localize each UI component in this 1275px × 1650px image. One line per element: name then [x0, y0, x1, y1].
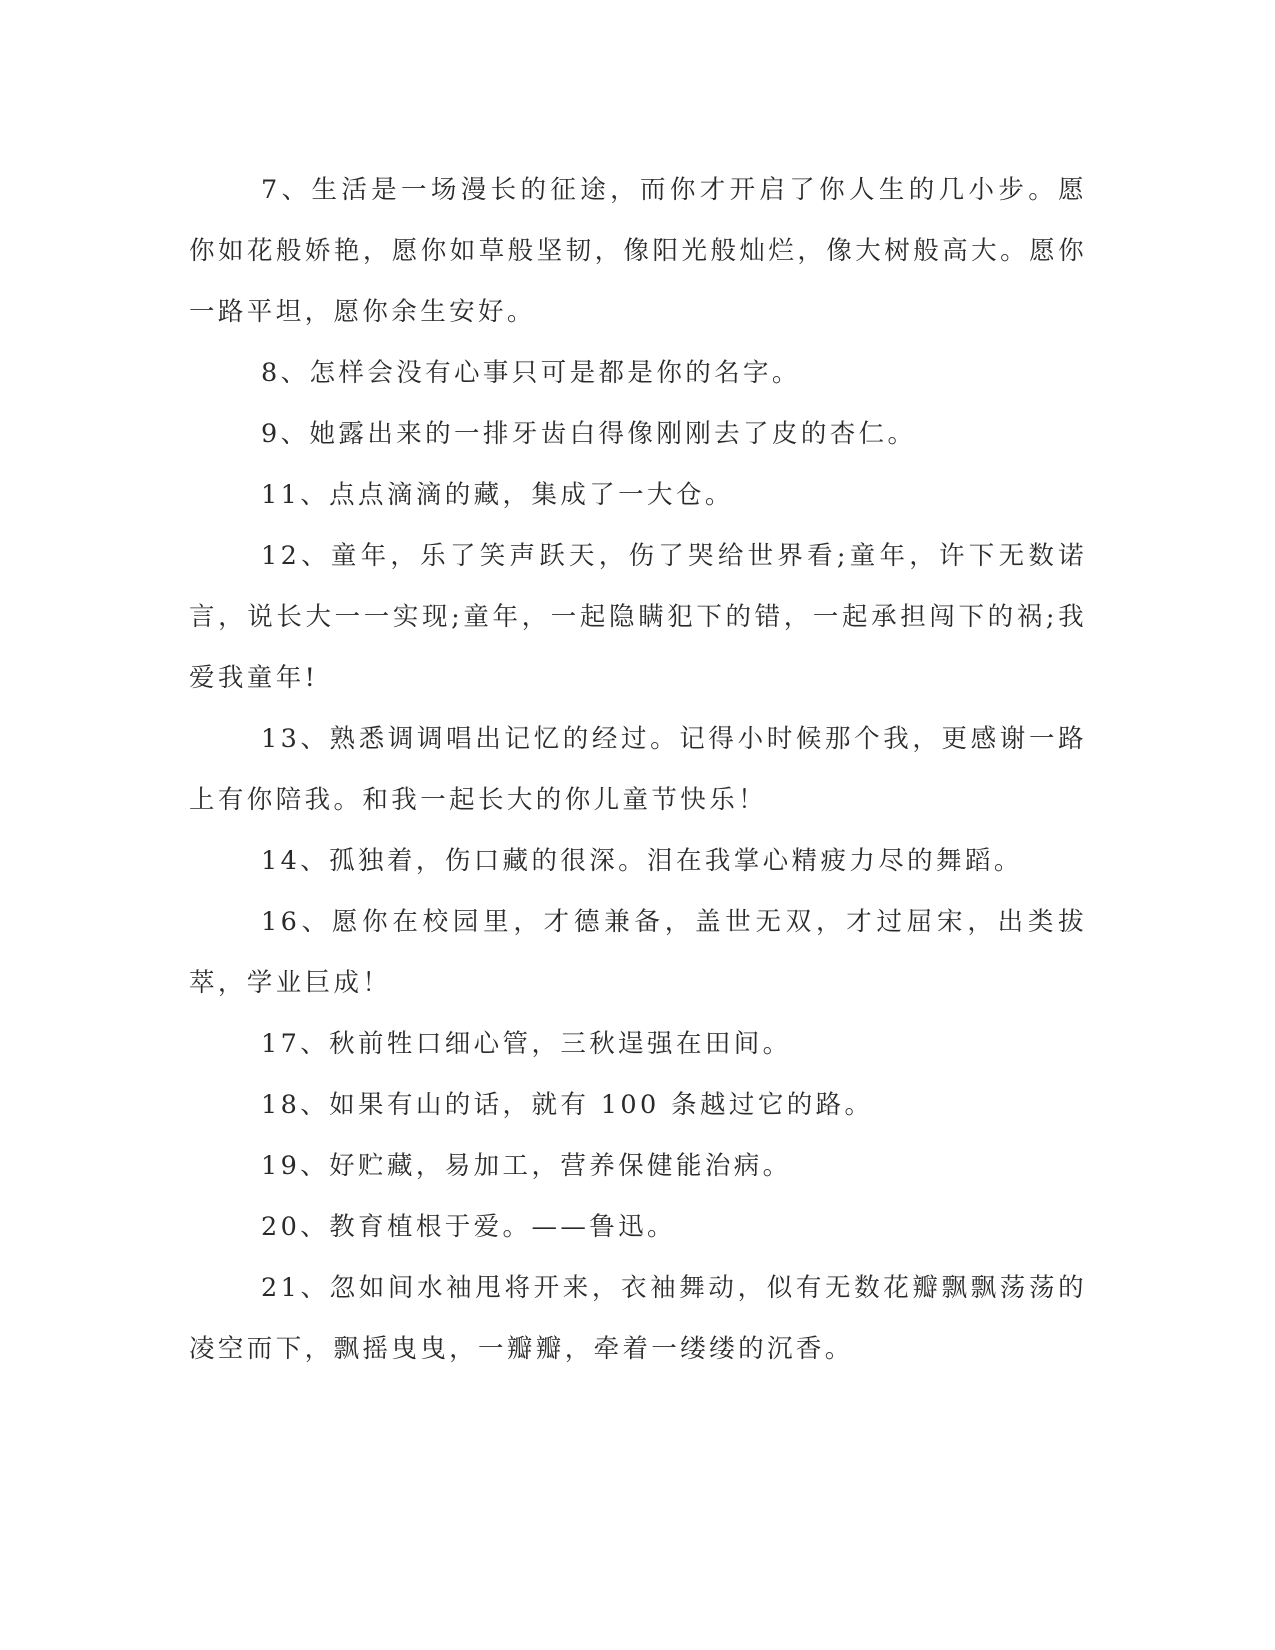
- paragraph-item-21: 21、忽如间水袖甩将开来，衣袖舞动，似有无数花瓣飘飘荡荡的凌空而下，飘摇曳曳，一瓣瓣，牵着一缕缕的沉香。: [189, 1273, 1087, 1364]
- document-body: [189, 160, 1087, 1380]
- paragraph-item-12: 12、童年，乐了笑声跃天，伤了哭给世界看;童年，许下无数诺言，说长大一一实现;童年，一起隐瞒犯下的错，一起承担闯下的祸;我爱我童年!: [189, 541, 1087, 693]
- paragraph-item-20: 20、教育植根于爱。——鲁迅。: [261, 1212, 676, 1242]
- paragraph-item-13: 13、熟悉调调唱出记忆的经过。记得小时候那个我，更感谢一路上有你陪我。和我一起长大的你儿童节快乐！: [189, 724, 1087, 815]
- paragraph-item-7: 7、生活是一场漫长的征途，而你才开启了你人生的几小步。愿你如花般娇艳，愿你如草般坚韧，像阳光般灿烂，像大树般高大。愿你一路平坦，愿你余生安好。: [189, 175, 1087, 327]
- paragraph-item-16: 16、愿你在校园里，才德兼备，盖世无双，才过屈宋，出类拔萃，学业巨成！: [189, 907, 1087, 998]
- paragraph-item-11: 11、点点滴滴的藏，集成了一大仓。: [261, 480, 734, 510]
- paragraph-item-17: 17、秋前牲口细心管，三秋逞强在田间。: [261, 1029, 792, 1059]
- paragraph-item-19: 19、好贮藏，易加工，营养保健能治病。: [261, 1151, 792, 1181]
- paragraph-item-18: 18、如果有山的话，就有 100 条越过它的路。: [261, 1090, 874, 1120]
- paragraph-item-14: 14、孤独着，伤口藏的很深。泪在我掌心精疲力尽的舞蹈。: [261, 846, 1023, 876]
- paragraph-item-8: 8、怎样会没有心事只可是都是你的名字。: [261, 358, 801, 388]
- paragraph-item-9: 9、她露出来的一排牙齿白得像刚刚去了皮的杏仁。: [261, 419, 917, 449]
